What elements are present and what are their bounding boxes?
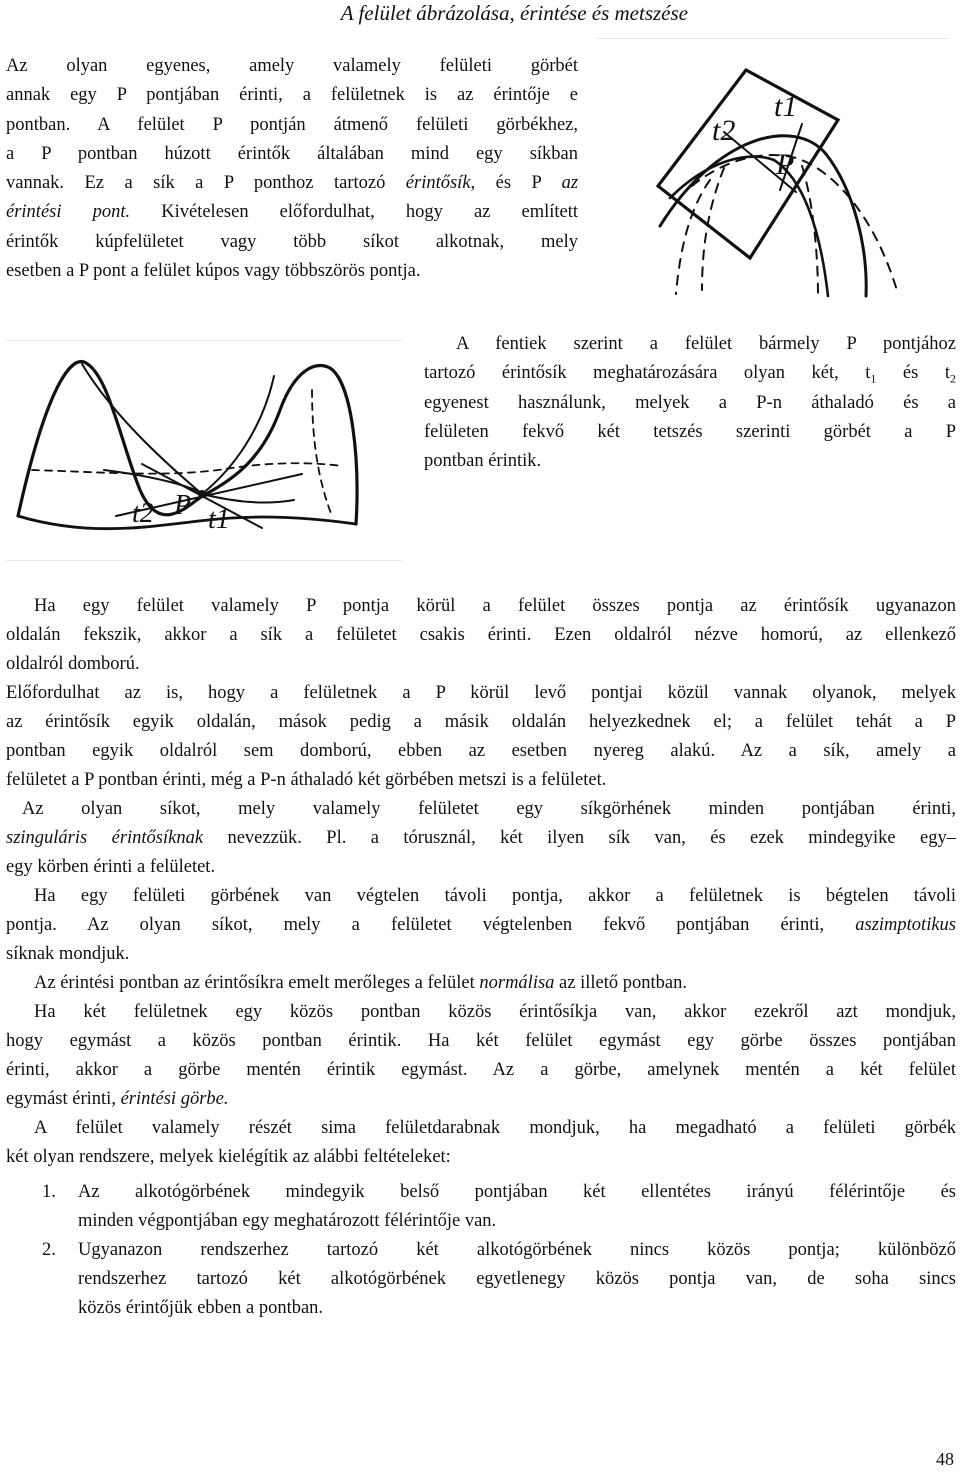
label-t2: t2 bbox=[712, 114, 736, 147]
text-line: az érintősík egyik oldalán, mások pedig a másik oldalán helyezkednek el; a felület tehát a P bbox=[6, 712, 956, 732]
figure-rule bbox=[6, 340, 402, 341]
text-line: Előfordulhat az is, hogy a felületnek a P körül levő pontjai közül vannak olyanok, melyek bbox=[6, 683, 956, 703]
text-line: közös érintőjük ebben a pontban. bbox=[78, 1298, 324, 1318]
text-line: Az olyan síkot, mely valamely felületet egy síkgörhének minden pontjában érinti, bbox=[22, 799, 956, 819]
text-line: A felület valamely részét sima felületdarabnak mondjuk, ha megadható a felületi görbék bbox=[34, 1118, 956, 1138]
text-line: Ugyanazon rendszerhez tartozó két alkotógörbének nincs közös pontja; különböző bbox=[78, 1240, 956, 1260]
text-line: érintési pont. Kivételesen előfordulhat, hogy az említett bbox=[6, 202, 578, 223]
list-item bbox=[6, 1178, 956, 1236]
text-line: pontja. Az olyan síkot, mely a felületet végtelenben fekvő pontjában érinti, aszimptotikus bbox=[6, 915, 956, 935]
text-line: érinti, akkor a görbe mentén érintik egymást. Az a görbe, amelynek mentén a két felület bbox=[6, 1060, 956, 1080]
text-line: annak egy P pontjában érinti, a felületnek is az érintője e bbox=[6, 85, 578, 106]
label-t2: t2 bbox=[132, 498, 154, 529]
text-line: Az olyan egyenes, amely valamely felületi görbét bbox=[6, 56, 578, 76]
text-line: oldalán fekszik, akkor a sík a felületet csakis érinti. Ezen oldalról nézve homorú, az ellenkező bbox=[6, 625, 956, 645]
text-line: felületen fekvő két tetszés szerinti görbét a P bbox=[424, 421, 956, 442]
text-line: Ha egy felület valamely P pontja körül a felület összes pontja az érintősík ugyanazon bbox=[34, 596, 956, 616]
intro-paragraph bbox=[6, 52, 578, 286]
text-line: egyenest használunk, melyek a P-n áthaladó és a bbox=[424, 392, 956, 413]
dashed-curve bbox=[32, 463, 342, 473]
text-line: síknak mondjuk. bbox=[6, 944, 130, 964]
tangent-plane-figure bbox=[606, 58, 956, 308]
list-number: 2. bbox=[42, 1240, 56, 1260]
text-line: A fentiek szerint a felület bármely P pontjához bbox=[456, 334, 956, 354]
text-line: Az érintési pontban az érintősíkra emelt merőleges a felület normálisa az illető pontban. bbox=[34, 973, 687, 993]
text-line: felületet a P pontban érinti, még a P-n áthaladó két görbében metszi is a felületet. bbox=[6, 770, 607, 790]
label-p: P bbox=[776, 148, 795, 181]
page-number: 48 bbox=[936, 1449, 954, 1469]
text-line: két olyan rendszere, melyek kielégítik az alábbi feltételeket: bbox=[6, 1147, 451, 1167]
term-tangent-point: érintési pont. bbox=[6, 202, 131, 223]
text-line: oldalról domború. bbox=[6, 654, 140, 674]
text-line: Ha egy felületi görbének van végtelen távoli pontja, akkor a felületnek is bégtelen távoli bbox=[34, 886, 956, 906]
running-header: A felület ábrázolása, érintése és metszése bbox=[340, 1, 688, 25]
label-t1: t1 bbox=[208, 504, 230, 535]
header-rule bbox=[596, 38, 950, 39]
surface-curves-figure bbox=[12, 350, 402, 546]
term-normal: normálisa bbox=[479, 973, 555, 993]
text-line: a P pontban húzott érintők általában mind egy síkban bbox=[6, 143, 578, 164]
list-item bbox=[6, 1236, 956, 1323]
term-tangent-curve: érintési görbe. bbox=[120, 1089, 229, 1109]
main-body-text bbox=[6, 592, 956, 1323]
label-p: P bbox=[174, 490, 192, 521]
surface-curve bbox=[104, 376, 274, 494]
text-line: egy körben érinti a felületet. bbox=[6, 857, 216, 877]
figure-rule bbox=[6, 560, 402, 561]
term-tangent-plane: érintősík, bbox=[405, 173, 476, 194]
text-line: Ha két felületnek egy közös pontban közös érintősíkja van, akkor ezekről azt mondjuk, bbox=[34, 1002, 956, 1022]
term-asymptotic: aszimptotikus bbox=[855, 915, 956, 935]
surface-curve bbox=[82, 364, 294, 502]
text-line: szinguláris érintősíknak nevezzük. Pl. a tórusznál, két ilyen sík van, és ezek mindegyike egy– bbox=[6, 828, 956, 848]
dashed-curve bbox=[312, 390, 332, 516]
text-line: Az alkotógörbének mindegyik belső pontjában két ellentétes irányú félérintője és bbox=[78, 1182, 956, 1202]
list-number: 1. bbox=[42, 1182, 56, 1202]
term-singular-tangent-plane: szinguláris érintősíknak bbox=[6, 828, 204, 848]
text-line: tartozó érintősík meghatározására olyan két, $t_1$ és $t_2$ bbox=[424, 363, 956, 386]
point-p bbox=[198, 490, 206, 498]
text-line: minden végpontjában egy meghatározott félérintője van. bbox=[78, 1211, 497, 1231]
label-t1: t1 bbox=[774, 90, 798, 123]
text-line: vannak. Ez a sík a P ponthoz tartozó érintősík, és P az bbox=[6, 173, 579, 194]
figure-explanation-paragraph bbox=[424, 330, 956, 476]
text-line: pontban egyik oldalról sem domború, ebben az esetben nyereg alakú. Az a sík, amely a bbox=[6, 741, 956, 761]
text-line: hogy egymást a közös pontban érintik. Ha két felület egymást egy görbe összes pontjában bbox=[6, 1031, 956, 1051]
text-line: rendszerhez tartozó két alkotógörbének egyetlenegy közös pontja van, de soha sincs bbox=[78, 1269, 956, 1289]
text-line: esetben a P pont a felület kúpos vagy többszörös pontja. bbox=[6, 261, 421, 282]
text-line: pontban érintik. bbox=[424, 451, 542, 472]
text-line: érintők kúpfelületet vagy több síkot alkotnak, mely bbox=[6, 231, 578, 252]
text-line: egymást érinti, érintési görbe. bbox=[6, 1089, 229, 1109]
text-line: pontban. A felület P pontján átmenő felületi görbékhez, bbox=[6, 114, 578, 135]
